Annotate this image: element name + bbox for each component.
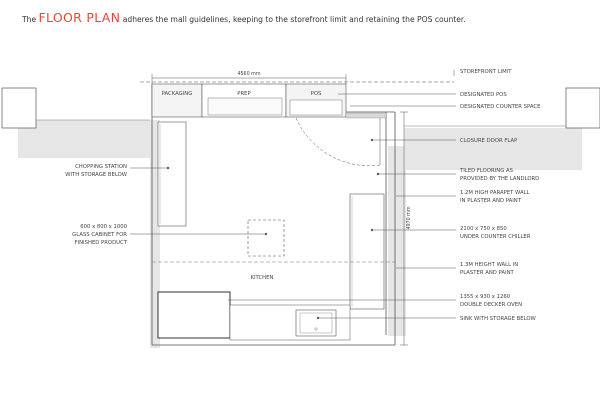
svg-text:STOREFRONT LIMIT: STOREFRONT LIMIT — [460, 69, 512, 75]
closure-door-flap — [296, 118, 380, 166]
right-inner-wall-shadow — [388, 146, 406, 336]
right-building-block — [566, 88, 600, 128]
top-counter — [152, 84, 346, 117]
svg-text:1.3M HEIGHT WALL IN: 1.3M HEIGHT WALL IN — [460, 262, 519, 268]
kitchen-label: KITCHEN — [250, 275, 274, 281]
annotation-chopping-station — [65, 164, 128, 178]
annotation-parapet-wall — [460, 190, 530, 204]
svg-text:IN PLASTER AND PAINT: IN PLASTER AND PAINT — [460, 198, 521, 204]
designated-counter-space — [346, 113, 386, 118]
svg-text:PLASTER AND PAINT: PLASTER AND PAINT — [460, 270, 514, 276]
annotation-tiled-flooring — [459, 168, 539, 182]
glass-cabinet — [248, 220, 284, 256]
svg-text:UNDER COUNTER CHILLER: UNDER COUNTER CHILLER — [460, 234, 531, 240]
packaging-label: PACKAGING — [161, 91, 193, 97]
double-decker-oven — [158, 292, 230, 338]
annotation-chiller — [460, 226, 531, 240]
svg-text:CHOPPING STATION: CHOPPING STATION — [75, 164, 127, 170]
under-counter-chiller — [350, 194, 384, 309]
svg-text:SINK WITH STORAGE BELOW: SINK WITH STORAGE BELOW — [460, 316, 536, 322]
heading-prefix: The — [22, 15, 37, 24]
pos-label: POS — [310, 91, 322, 97]
svg-text:1.2M HIGH PARAPET WALL: 1.2M HIGH PARAPET WALL — [460, 190, 530, 196]
heading-suffix: adheres the mall guidelines, keeping to the storefront limit and retaining the POS counter. — [122, 15, 466, 24]
annotation-storefront-limit — [460, 69, 512, 75]
annotation-counter-space — [460, 104, 541, 110]
right-wall-shadow — [404, 128, 582, 170]
chopping-station — [158, 122, 186, 226]
svg-text:TILED FLOORING AS: TILED FLOORING AS — [460, 168, 513, 174]
svg-text:DESIGNATED POS: DESIGNATED POS — [460, 92, 507, 98]
depth-dimension-label: 4970 mm — [407, 206, 412, 230]
svg-text:FINISHED PRODUCT: FINISHED PRODUCT — [74, 240, 127, 246]
annotation-glass-cabinet — [72, 224, 128, 246]
pos-worktop — [290, 100, 342, 115]
annotation-designated-pos — [460, 92, 507, 98]
heading-emphasis: FLOOR PLAN — [38, 10, 121, 25]
prep-worktop — [208, 98, 282, 115]
svg-text:PROVIDED BY THE LANDLORD: PROVIDED BY THE LANDLORD — [460, 176, 540, 182]
svg-text:600 x 800 x 1000: 600 x 800 x 1000 — [80, 224, 127, 230]
svg-text:DOUBLE DECKER OVEN: DOUBLE DECKER OVEN — [460, 302, 523, 308]
sink-basin — [300, 313, 332, 333]
left-building-block — [2, 88, 36, 128]
prep-label: PREP — [237, 91, 251, 97]
svg-text:DESIGNATED COUNTER SPACE: DESIGNATED COUNTER SPACE — [460, 104, 541, 110]
packaging-station — [152, 84, 202, 117]
annotation-closure-door-flap — [460, 138, 518, 144]
width-dimension-label: 4560 mm — [237, 72, 261, 77]
svg-text:2100 x 750 x 850: 2100 x 750 x 850 — [460, 226, 507, 232]
left-wall-shadow — [18, 120, 150, 158]
svg-text:GLASS CABINET FOR: GLASS CABINET FOR — [72, 232, 127, 238]
annotation-sink — [460, 316, 537, 322]
annotation-oven — [460, 294, 522, 308]
svg-text:1355 x 930 x 1260: 1355 x 930 x 1260 — [460, 294, 511, 300]
svg-text:WITH STORAGE BELOW: WITH STORAGE BELOW — [65, 172, 127, 178]
annotation-height-wall — [460, 262, 518, 276]
svg-text:CLOSURE DOOR FLAP: CLOSURE DOOR FLAP — [460, 138, 518, 144]
